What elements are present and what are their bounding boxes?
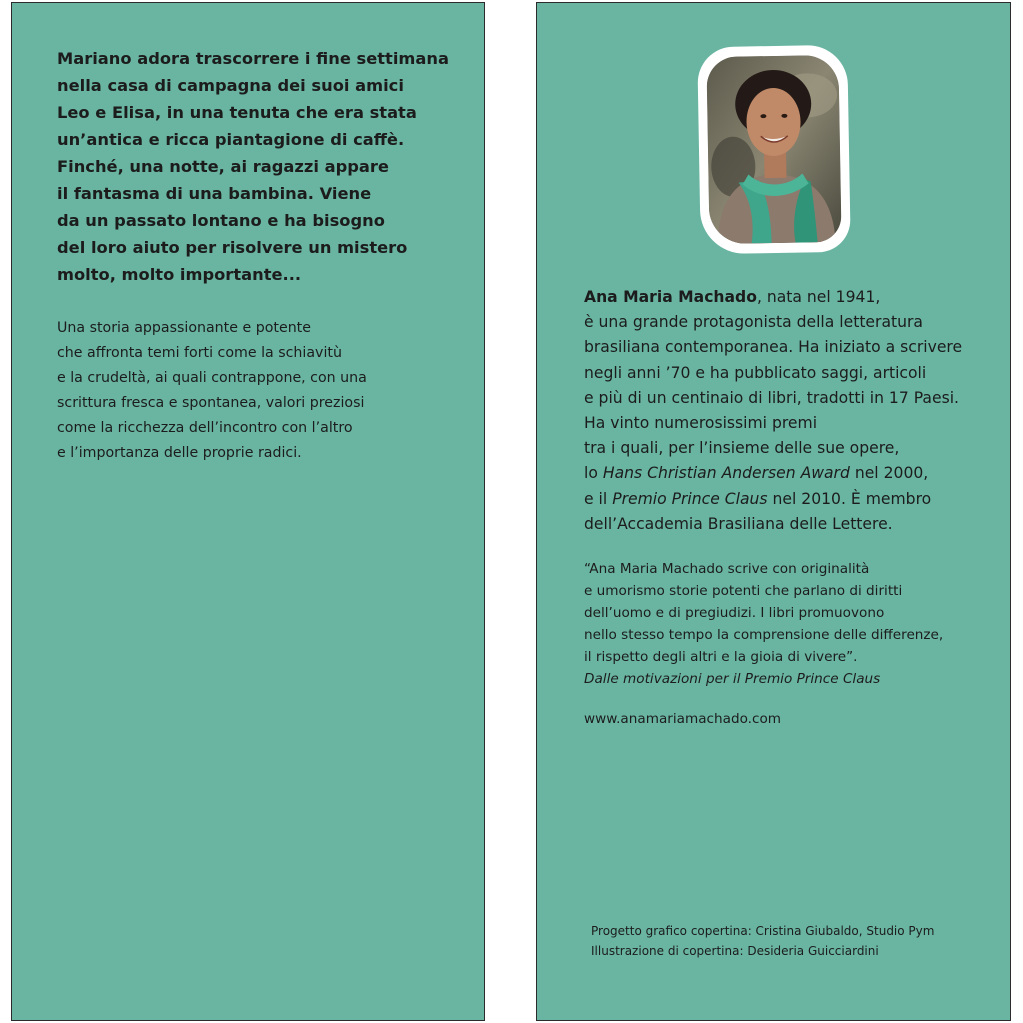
author-name: Ana Maria Machado <box>584 288 757 306</box>
bio-line: e più di un centinaio di libri, tradotti in 17 Paesi. <box>584 388 959 407</box>
synopsis-line: Leo e Elisa, in una tenuta che era stata <box>57 103 417 122</box>
description-line: scrittura fresca e spontanea, valori preziosi <box>57 395 365 411</box>
quote-line: nello stesso tempo la comprensione delle differenze, <box>584 627 944 643</box>
description-line: e la crudeltà, ai quali contrappone, con una <box>57 370 367 386</box>
synopsis-line: un’antica e ricca piantagione di caffè. <box>57 130 405 149</box>
quote-line: dell’uomo e di pregiudizi. I libri promuovono <box>584 605 885 621</box>
award-quote <box>584 558 1004 690</box>
synopsis-line: nella casa di campagna dei suoi amici <box>57 76 404 95</box>
bio-text: , nata nel 1941, <box>756 288 881 306</box>
quote-line: e umorismo storie potenti che parlano di diritti <box>584 583 903 599</box>
author-portrait-icon <box>706 55 841 244</box>
synopsis-line: del loro aiuto per risolvere un mistero <box>57 238 408 257</box>
back-cover-panel <box>11 2 485 1021</box>
book-description <box>57 316 467 466</box>
bio-line: tra i quali, per l’insieme delle sue opere, <box>584 439 900 458</box>
synopsis-line: molto, molto importante... <box>57 265 302 284</box>
author-bio <box>584 285 1004 537</box>
description-line: che affronta temi forti come la schiavitù <box>57 345 342 361</box>
bio-line: Ha vinto numerosissimi premi <box>584 414 818 433</box>
synopsis-line: Mariano adora trascorrere i fine settimana <box>57 49 449 68</box>
synopsis-line: il fantasma di una bambina. Viene <box>57 184 372 203</box>
synopsis-line: da un passato lontano e ha bisogno <box>57 211 385 230</box>
credit-line: Progetto grafico copertina: Cristina Giubaldo, Studio Pym <box>591 924 935 938</box>
award-name: Hans Christian Andersen Award <box>602 464 850 483</box>
bio-line: negli anni ’70 e ha pubblicato saggi, articoli <box>584 363 927 382</box>
author-website-link[interactable]: www.anamariamachado.com <box>584 711 782 727</box>
bio-line: dell’Accademia Brasiliana delle Lettere. <box>584 514 893 533</box>
cover-credits <box>591 921 934 961</box>
flap-panel <box>536 2 1011 1021</box>
bio-text: lo <box>584 464 603 483</box>
bio-line: brasiliana contemporanea. Ha iniziato a scrivere <box>584 338 963 357</box>
quote-source: Dalle motivazioni per il Premio Prince Claus <box>584 671 881 687</box>
bio-line: è una grande protagonista della letteratura <box>584 313 923 332</box>
award-name: Premio Prince Claus <box>612 489 768 508</box>
quote-line: “Ana Maria Machado scrive con originalità <box>584 561 870 577</box>
description-line: come la ricchezza dell’incontro con l’altro <box>57 420 353 436</box>
author-photo <box>706 55 841 244</box>
author-photo-frame <box>697 45 851 255</box>
synopsis-line: Finché, una notte, ai ragazzi appare <box>57 157 389 176</box>
quote-line: il rispetto degli altri e la gioia di vivere”. <box>584 649 858 665</box>
credit-line: Illustrazione di copertina: Desideria Guicciardini <box>591 944 879 958</box>
description-line: e l’importanza delle proprie radici. <box>57 445 302 461</box>
bio-text: nel 2010. È membro <box>767 489 932 508</box>
bio-text: nel 2000, <box>849 464 929 483</box>
synopsis-lead <box>57 45 467 288</box>
description-line: Una storia appassionante e potente <box>57 320 311 336</box>
bio-text: e il <box>584 489 613 508</box>
